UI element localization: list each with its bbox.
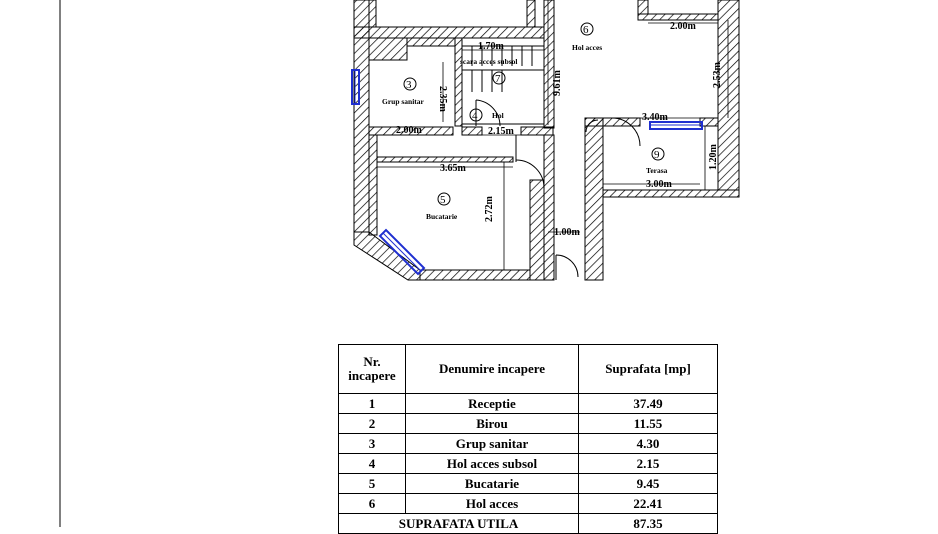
room-3-name: Grup sanitar (382, 97, 424, 106)
dim-1-20: 1.20m (708, 144, 719, 170)
dim-3-65: 3.65m (440, 163, 466, 174)
room-6-marker (572, 23, 602, 52)
dim-3-40: 3.40m (642, 112, 668, 123)
room-3-marker (382, 78, 425, 106)
cell-area: 2.15 (579, 454, 718, 474)
dim-2-00-left: 2.00m (396, 125, 422, 136)
room-9-name: Terasa (646, 166, 668, 175)
room-3-number: 3 (406, 79, 412, 91)
dim-2-35: 2.35m (437, 86, 448, 112)
cell-area: 11.55 (579, 414, 718, 434)
room-4-marker (470, 109, 504, 122)
cell-nr: 6 (339, 494, 406, 514)
room-4-name: Hol (492, 111, 504, 120)
header-area: Suprafata [mp] (579, 345, 718, 394)
cell-name: Birou (406, 414, 579, 434)
cell-name: Bucatarie (406, 474, 579, 494)
dim-2-00-top: 2.00m (670, 21, 696, 32)
room-5-marker (426, 193, 458, 221)
header-nr: Nr. incapere (339, 345, 406, 394)
cell-name: Hol acces subsol (406, 454, 579, 474)
total-value: 87.35 (579, 514, 718, 534)
cell-nr: 3 (339, 434, 406, 454)
room-9-number: 9 (654, 149, 660, 161)
cell-name: Hol acces (406, 494, 579, 514)
dim-2-53: 2.53m (712, 62, 723, 88)
table-header-row (339, 345, 718, 394)
cell-nr: 1 (339, 394, 406, 414)
cell-name: Grup sanitar (406, 434, 579, 454)
table-row (339, 454, 718, 474)
dim-2-15: 2.15m (488, 126, 514, 137)
dim-2-72: 2.72m (484, 196, 495, 222)
room-7-name: scara acces subsol (460, 57, 518, 66)
cell-nr: 2 (339, 414, 406, 434)
room-7-marker (460, 57, 518, 85)
cell-area: 22.41 (579, 494, 718, 514)
table-row (339, 494, 718, 514)
cell-area: 9.45 (579, 474, 718, 494)
room-area-table (338, 344, 718, 534)
cell-nr: 4 (339, 454, 406, 474)
cell-area: 4.30 (579, 434, 718, 454)
cell-area: 37.49 (579, 394, 718, 414)
dim-9-61: 9.61m (552, 70, 563, 96)
table-row (339, 394, 718, 414)
cell-nr: 5 (339, 474, 406, 494)
room-7-number: 7 (495, 73, 501, 85)
total-label: SUPRAFATA UTILA (339, 514, 579, 534)
table-row (339, 414, 718, 434)
dim-3-00: 3.00m (646, 179, 672, 190)
room-4-number: 4 (472, 110, 478, 122)
dim-1-00: 1.00m (554, 227, 580, 238)
room-6-number: 6 (583, 24, 589, 36)
header-name: Denumire incapere (406, 345, 579, 394)
table-row (339, 474, 718, 494)
walls (354, 0, 739, 280)
table-row (339, 434, 718, 454)
room-5-number: 5 (440, 194, 446, 206)
dim-1-70: 1.70m (478, 41, 504, 52)
room-6-name: Hol acces (572, 43, 603, 52)
room-5-name: Bucatarie (426, 212, 458, 221)
cell-name: Receptie (406, 394, 579, 414)
table-total-row (339, 514, 718, 534)
room-9-marker (646, 148, 668, 175)
